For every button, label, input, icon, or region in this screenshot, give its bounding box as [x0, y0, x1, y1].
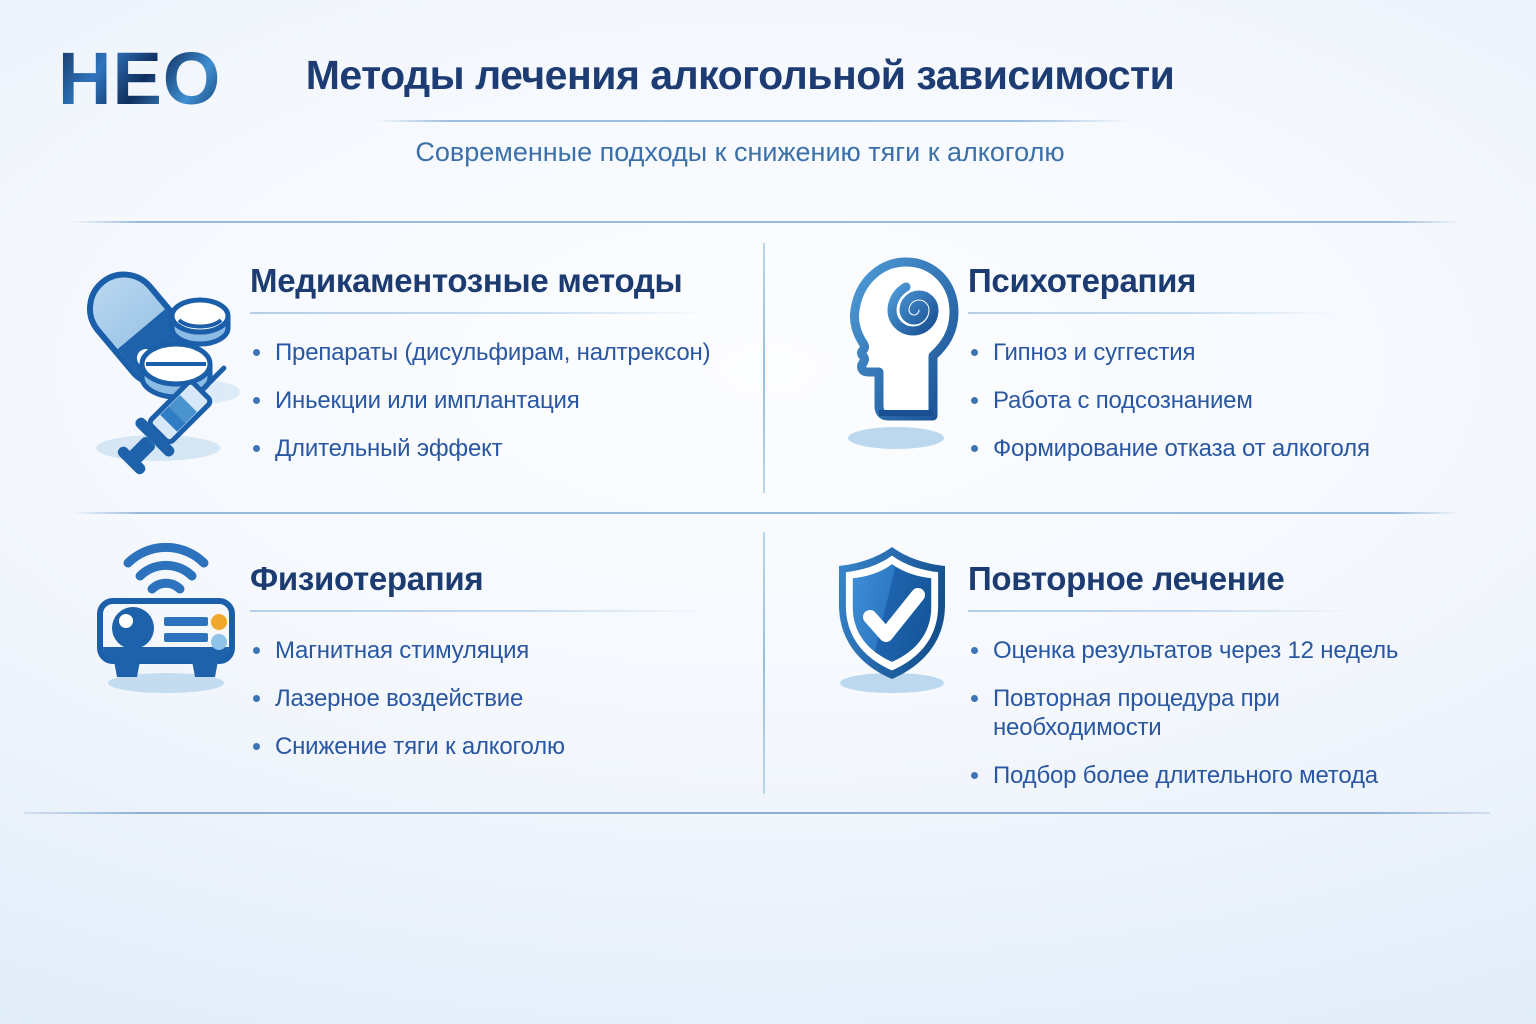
list-item [968, 684, 1438, 742]
section-heading-divider [250, 312, 710, 314]
section-repeat-treatment [968, 560, 1438, 809]
title-divider [375, 120, 1131, 122]
shield-check-icon [826, 543, 961, 695]
list-item [250, 434, 730, 463]
bullet-icon [253, 397, 260, 404]
section-heading-divider [968, 312, 1332, 314]
list-item [968, 434, 1408, 463]
section-psychotherapy [968, 262, 1408, 482]
bullet-icon [971, 349, 978, 356]
list-item [968, 338, 1408, 367]
bullet-text: Оценка результатов через 12 недель [993, 636, 1399, 664]
list-item [250, 338, 730, 367]
list-item [250, 684, 730, 713]
bullet-text: Магнитная стимуляция [275, 636, 530, 664]
bullet-icon [971, 397, 978, 404]
page-subtitle: Современные подходы к снижению тяги к алкоголю [415, 137, 1065, 167]
bullet-text: Работа с подсознанием [993, 386, 1253, 414]
list-item [968, 386, 1408, 415]
bullet-text: Длительный эффект [275, 434, 503, 462]
bullet-text: Препараты (дисульфирам, налтрексон) [275, 338, 711, 366]
bullet-text: Повторная процедура при необходимости [993, 684, 1280, 741]
bullet-list [250, 636, 730, 761]
device-waves-icon [90, 543, 242, 695]
bullet-text: Иньекции или имплантация [275, 386, 580, 414]
list-item [250, 732, 730, 761]
list-item [968, 636, 1438, 665]
bullet-icon [253, 445, 260, 452]
section-heading-divider [968, 610, 1356, 612]
page-title: Методы лечения алкогольной зависимости [305, 52, 1175, 98]
bullet-icon [971, 695, 978, 702]
bullet-text: Гипноз и суггестия [993, 338, 1196, 366]
pills-syringe-icon [80, 252, 245, 482]
bullet-icon [253, 743, 260, 750]
head-spiral-icon [832, 252, 967, 462]
section-heading: Психотерапия [968, 262, 1197, 299]
bullet-text: Лазерное воздействие [275, 684, 524, 712]
divider-vertical-row2 [763, 532, 765, 794]
bullet-icon [971, 445, 978, 452]
bullet-icon [253, 647, 260, 654]
bullet-text: Формирование отказа от алкоголя [993, 434, 1370, 462]
divider-vertical-row1 [763, 243, 765, 493]
bullet-list [250, 338, 730, 463]
list-item [250, 386, 730, 415]
section-heading: Повторное лечение [968, 560, 1285, 597]
bullet-icon [971, 772, 978, 779]
bullet-text: Снижение тяги к алкоголю [275, 732, 565, 760]
list-item [968, 761, 1438, 790]
bullet-text: Подбор более длительного метода [993, 761, 1378, 789]
divider-middle [70, 512, 1462, 514]
section-heading: Физиотерапия [250, 560, 484, 597]
bullet-icon [253, 349, 260, 356]
bullet-list [968, 636, 1438, 790]
list-item [250, 636, 730, 665]
divider-top [70, 221, 1462, 223]
logo-text: НЕО [58, 37, 222, 120]
section-heading: Медикаментозные методы [250, 262, 683, 299]
bullet-icon [253, 695, 260, 702]
section-medication [250, 262, 730, 482]
section-heading-divider [250, 610, 710, 612]
bullet-list [968, 338, 1408, 463]
divider-bottom [24, 812, 1490, 814]
section-physiotherapy [250, 560, 730, 780]
bullet-icon [971, 647, 978, 654]
